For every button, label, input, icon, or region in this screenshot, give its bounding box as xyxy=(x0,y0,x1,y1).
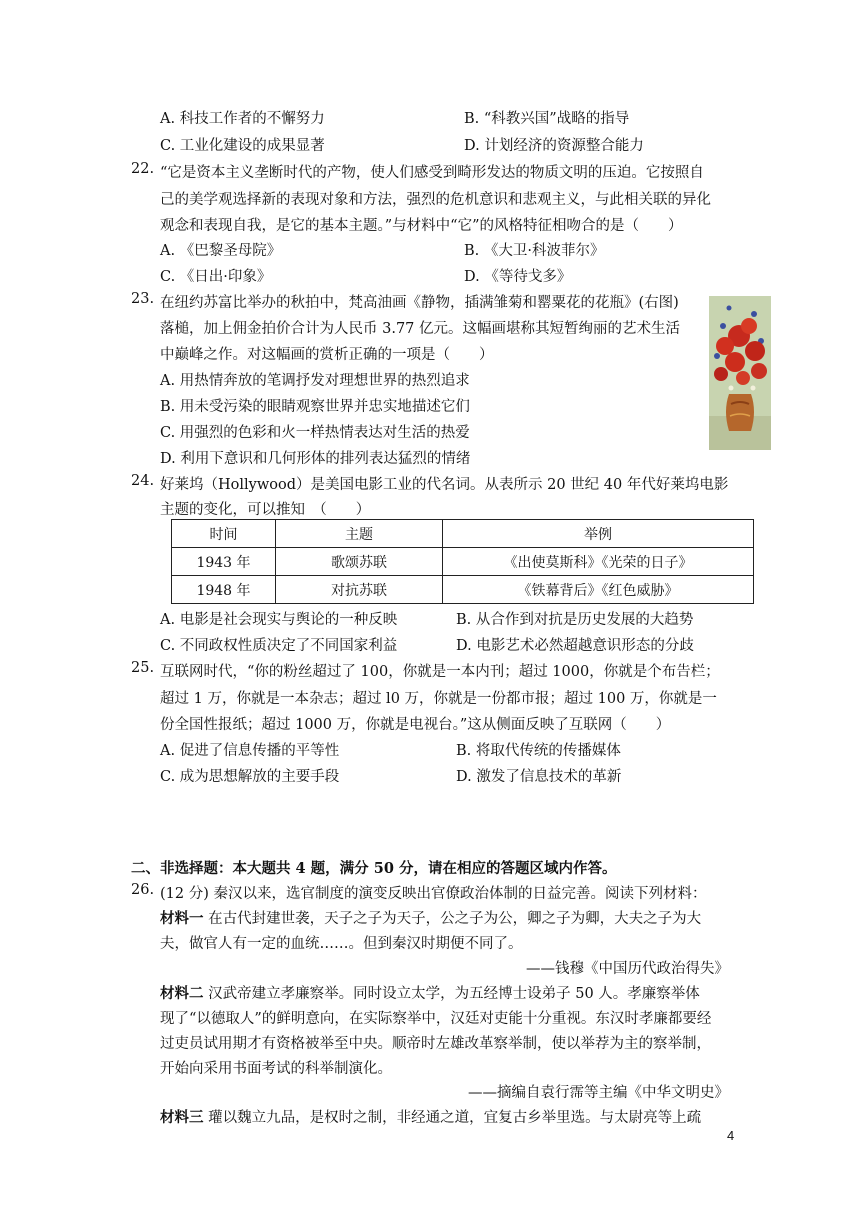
table-row xyxy=(172,576,754,604)
table-header-cell: 举例 xyxy=(443,520,754,548)
material-2-line4: 开始向采用书面考试的科举制演化。 xyxy=(160,1061,392,1077)
q21-option-c: C. 工业化建设的成果显著 xyxy=(160,138,325,154)
q21-option-a: A. 科技工作者的不懈努力 xyxy=(160,111,325,127)
vangogh-poppies-painting xyxy=(709,296,771,450)
table-cell: 《铁幕背后》《红色威胁》 xyxy=(443,576,754,604)
material-2-label: 材料二 xyxy=(160,985,204,1002)
q23-option-d: D. 利用下意识和几何形体的排列表达猛烈的情绪 xyxy=(160,451,471,467)
q24-table xyxy=(171,519,754,604)
q21-option-d: D. 计划经济的资源整合能力 xyxy=(464,138,644,154)
q25-option-b: B. 将取代传统的传播媒体 xyxy=(456,743,621,759)
q24-option-c: C. 不同政权性质决定了不同国家利益 xyxy=(160,638,398,654)
q23-stem-line3: 中巅峰之作。对这幅画的赏析正确的一项是（ ） xyxy=(160,347,494,363)
material-2-line2: 现了“以德取人”的鲜明意向，在实际察举中，汉廷对吏能十分重视。东汉时孝廉都要经 xyxy=(160,1011,712,1027)
q24-option-d: D. 电影艺术必然超越意识形态的分歧 xyxy=(456,638,694,654)
q26-number: 26. xyxy=(131,882,155,898)
table-cell: 1943 年 xyxy=(172,548,276,576)
q25-stem-line3: 份全国性报纸；超过 1000 万，你就是电视台。”这从侧面反映了互联网（ ） xyxy=(160,717,671,733)
q25-stem-line2: 超过 1 万，你就是一本杂志；超过 l0 万，你就是一份都市报；超过 100 万，你就是一 xyxy=(160,691,717,707)
page-number: 4 xyxy=(727,1128,735,1143)
q24-stem-line2: 主题的变化，可以推知 （ ） xyxy=(160,502,371,518)
material-3-label: 材料三 xyxy=(160,1109,204,1126)
q22-option-b: B. 《大卫·科波菲尔》 xyxy=(464,243,605,259)
q24-option-b: B. 从合作到对抗是历史发展的大趋势 xyxy=(456,612,694,628)
material-1-text: 在古代封建世袭，天子之子为天子，公之子为公，卿之子为卿，大夫之子为大 xyxy=(203,911,702,927)
material-1-label: 材料一 xyxy=(160,910,204,927)
q26-intro: (12 分) 秦汉以来，选官制度的演变反映出官僚政治体制的日益完善。阅读下列材料： xyxy=(160,886,707,902)
material-1-line2: 夫，做官人有一定的血统……。但到秦汉时期便不同了。 xyxy=(160,936,523,952)
material-2-line1 xyxy=(160,982,700,1003)
material-3-line1 xyxy=(160,1106,701,1127)
table-row xyxy=(172,548,754,576)
material-1-line1 xyxy=(160,907,701,928)
q23-number: 23. xyxy=(131,291,155,307)
q22-stem-line1: “它是资本主义垄断时代的产物，使人们感受到畸形发达的物质文明的压迫。它按照自 xyxy=(160,165,704,181)
table-header-row xyxy=(172,520,754,548)
material-1-source: ——钱穆《中国历代政治得失》 xyxy=(526,961,729,977)
material-3-text: 瓘以魏立九品，是权时之制，非经通之道，宜复古乡举里选。与太尉亮等上疏 xyxy=(203,1110,702,1126)
section-heading: 二、非选择题：本大题共 4 题，满分 50 分，请在相应的答题区域内作答。 xyxy=(131,860,617,877)
q23-stem-line2: 落槌，加上佣金拍价合计为人民币 3.77 亿元。这幅画堪称其短暂绚丽的艺术生活 xyxy=(160,321,681,337)
material-2-line3: 过吏员试用期才有资格被举至中央。顺帝时左雄改革察举制，使以举荐为主的察举制， xyxy=(160,1036,711,1052)
q22-option-d: D. 《等待戈多》 xyxy=(464,269,572,285)
table-cell: 歌颂苏联 xyxy=(276,548,443,576)
material-2-text: 汉武帝建立孝廉察举。同时设立太学，为五经博士设弟子 50 人。孝廉察举体 xyxy=(203,986,700,1002)
q23-option-a: A. 用热情奔放的笔调抒发对理想世界的热烈追求 xyxy=(160,373,470,389)
q25-number: 25. xyxy=(131,660,155,676)
table-cell: 对抗苏联 xyxy=(276,576,443,604)
q25-option-a: A. 促进了信息传播的平等性 xyxy=(160,743,340,759)
table-cell: 1948 年 xyxy=(172,576,276,604)
table-header-cell: 主题 xyxy=(276,520,443,548)
q23-stem-line1: 在纽约苏富比举办的秋拍中，梵高油画《静物，插满雏菊和罂粟花的花瓶》(右图) xyxy=(160,295,679,311)
q24-stem-line1: 好莱坞（Hollywood）是美国电影工业的代名词。从表所示 20 世纪 40 年代好莱坞电影 xyxy=(160,477,729,493)
material-2-source: ——摘编自袁行霈等主编《中华文明史》 xyxy=(468,1085,729,1101)
table-header-cell: 时间 xyxy=(172,520,276,548)
q25-stem-line1: 互联网时代，“你的粉丝超过了 100，你就是一本内刊；超过 1000，你就是个布告栏； xyxy=(160,664,720,680)
q24-number: 24. xyxy=(131,473,155,489)
q25-option-c: C. 成为思想解放的主要手段 xyxy=(160,769,340,785)
q22-option-c: C. 《日出·印象》 xyxy=(160,269,272,285)
q22-number: 22. xyxy=(131,161,155,177)
q24-option-a: A. 电影是社会现实与舆论的一种反映 xyxy=(160,612,398,628)
q22-stem-line2: 己的美学观选择新的表现对象和方法，强烈的危机意识和悲观主义，与此相关联的异化 xyxy=(160,192,711,208)
q23-option-b: B. 用未受污染的眼睛观察世界并忠实地描述它们 xyxy=(160,399,470,415)
q25-option-d: D. 激发了信息技术的革新 xyxy=(456,769,622,785)
table-cell: 《出使莫斯科》《光荣的日子》 xyxy=(443,548,754,576)
q23-option-c: C. 用强烈的色彩和火一样热情表达对生活的热爱 xyxy=(160,425,470,441)
q22-option-a: A. 《巴黎圣母院》 xyxy=(160,243,282,259)
q21-option-b: B. “科教兴国”战略的指导 xyxy=(464,111,630,127)
q22-stem-line3: 观念和表现自我，是它的基本主题。”与材料中“它”的风格特征相吻合的是（ ） xyxy=(160,218,683,234)
